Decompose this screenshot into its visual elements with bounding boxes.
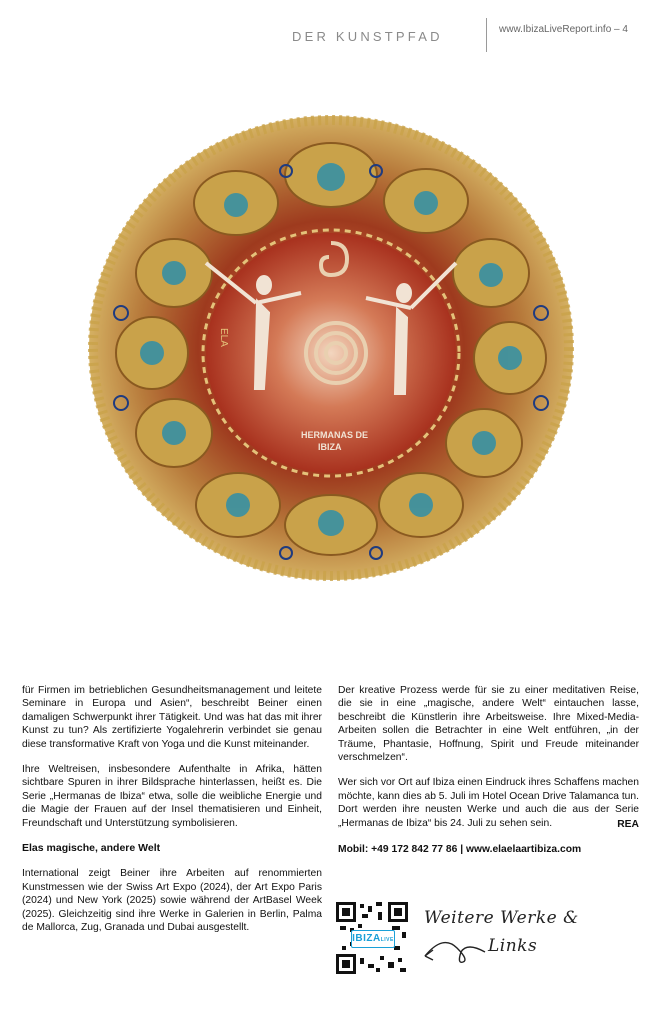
left-paragraph-2: Ihre Weltreisen, insbesondere Aufenthalte in Afrika, hätten sichtbare Spuren in ihrer Bildsprache hinterlassen, heißt es. Die Serie „Hermanas de Ibiza“ etwa, solle die weibliche Energie und die Magie der Frauen auf der Insel thematisieren und Einheit, Freundschaft und Unterstützung symbolisieren. [22, 764, 322, 829]
right-paragraph-2: Wer sich vor Ort auf Ibiza einen Eindruck ihres Schaffens machen möchte, kann dies ab 5. Juli im Hotel Ocean Drive Talamanca tun. Dort werden ihre neusten Werke und auch die aus der Serie „Hermanas de Ibiza“ bis 24. Juli zu sehen sein. [338, 777, 639, 829]
left-paragraph-1: für Firmen im betrieblichen Gesundheitsmanagement und leitete Seminare in Europa und Asien“, beschreibt Beiner einen damaligen Schwerpunkt ihrer Tätigkeit. Und was hat das mit ihrer Kunst zu tun? Als zertifizierte Yogalehrerin verbindet sie genau diese transformative Kraft von Yoga und die Kunst miteinander. [22, 685, 322, 750]
arrow-icon [423, 930, 493, 966]
artwork-title-line1: HERMANAS DE [301, 430, 369, 440]
header-divider [486, 18, 487, 52]
badge-text: IBIZA [352, 933, 381, 944]
artwork-title-line2: IBIZA [318, 442, 342, 452]
artwork-signature: ELA [218, 328, 229, 347]
right-column [338, 684, 639, 869]
section-heading: Elas magische, andere Welt [22, 842, 161, 855]
ibiza-live-logo [351, 930, 395, 948]
author-signature: REA [617, 819, 639, 831]
handwriting-line-1: Weitere Werke & [424, 908, 579, 928]
artwork-hermanas-de-ibiza [86, 113, 576, 583]
badge-small-text: LIVE [380, 937, 394, 943]
handwriting-line-2: Links [488, 936, 538, 956]
left-paragraph-3: International zeigt Beiner ihre Arbeiten auf renommierten Kunstmessen wie der Swiss Art Expo (2024), der Art Expo Paris (2024) und New York (2025) sowie während der ArtBasel Week (2025). Gleichzeitig sind ihre Werke in Galerien in Berlin, Palma de Mallorca, Zug, Granada und Dubai ausgestellt. [22, 868, 322, 934]
section-title: DER KUNSTPFAD [292, 29, 443, 44]
right-paragraph-1: Der kreative Prozess werde für sie zu einer meditativen Reise, die sie in eine „magische, andere Welt“ eintauchen lasse, beschreibt die Künstlerin ihre Arbeitsweise. Ihre Mixed-Media-Arbeiten sollen die Betrachter in eine Welt entführen, „in der Träume, Phantasie, Hoffnung, Spirit und Freude miteinander verschmelzen“. [338, 685, 639, 764]
website-url[interactable]: www.IbizaLiveReport.info – 4 [499, 24, 628, 35]
contact-line[interactable]: Mobil: +49 172 842 77 86 | www.elaelaartibiza.com [338, 844, 582, 856]
page-header [0, 0, 664, 60]
left-column [22, 684, 322, 947]
